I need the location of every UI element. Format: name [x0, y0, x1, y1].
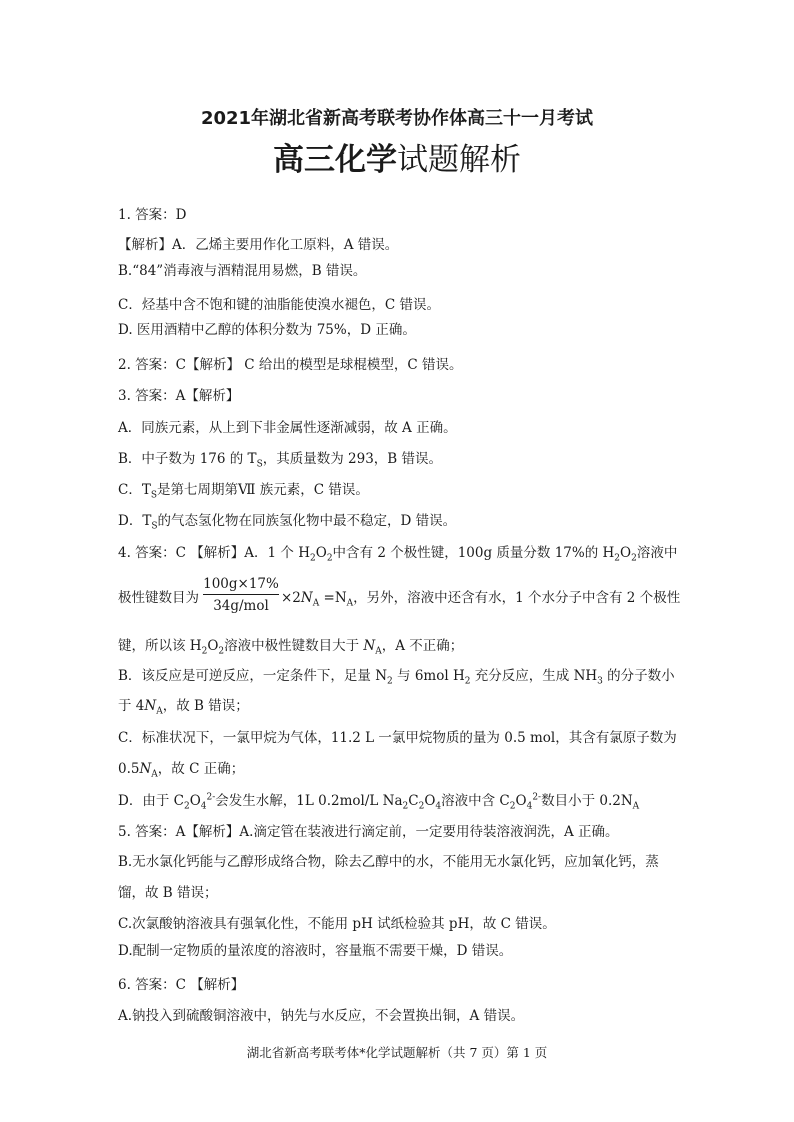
q6-answer: 6. 答案：C 【解析】 [118, 977, 245, 993]
q4-line-b2: 于 $4N_A$，故 B 错误； [118, 698, 249, 717]
q1-answer: 1. 答案：D [118, 207, 187, 223]
q4-line-d: D．由于 $C_2O_4^{2-}$会发生水解，1L 0.2mol/L $Na_2C_2O_4$溶液中含 $C_2O_4^{2-}$数目小于 $0.2N_A$ [118, 792, 640, 812]
q3-answer: 3. 答案：A【解析】 [118, 388, 240, 404]
q3-line-d: D．$T_S$的气态氢化物在同族氢化物中最不稳定，D 错误。 [118, 513, 457, 532]
q4-line-1: 4. 答案：C 【解析】A．1 个 $H_2O_2$中含有 2 个极性键，100g 质量分数 17%的 $H_2O_2$溶液中 [118, 545, 678, 564]
q5-line-2: B.无水氯化钙能与乙醇形成络合物，除去乙醇中的水，不能用无水氯化钙，应加氧化钙，蒸 [118, 854, 659, 870]
q4-line-b1: B．该反应是可逆反应，一定条件下，足量 $N_2$ 与 6mol $H_2$ 充分反应，生成 $NH_3$ 的分子数小 [118, 668, 675, 687]
q4-line-2-pre: 极性键数目为 [118, 590, 199, 606]
q5-line-4: C.次氯酸钠溶液具有强氧化性，不能用 pH 试纸检验其 pH，故 C 错误。 [118, 916, 556, 932]
subject-title-normal: 试题解析 [397, 142, 521, 178]
subject-title [0, 134, 794, 179]
q2-line: 2. 答案：C【解析】 C 给出的模型是球棍模型，C 错误。 [118, 357, 463, 373]
q1-line-d: D. 医用酒精中乙醇的体积分数为 75%，D 正确。 [118, 322, 416, 338]
q1-line-b: B.“84”消毒液与酒精混用易燃，B 错误。 [118, 263, 367, 279]
q3-line-a: A．同族元素，从上到下非金属性逐渐减弱，故 A 正确。 [118, 420, 457, 436]
fraction-denominator: 34g/mol [213, 598, 269, 614]
q4-line-3: 键，所以该 $H_2O_2$溶液中极性键数目大于 $N_A$，A 不正确； [118, 638, 464, 657]
q5-line-1: 5. 答案：A【解析】A.滴定管在装液进行滴定前，一定要用待装溶液润洗，A 正确。 [118, 824, 619, 840]
q1-line-a: 【解析】A．乙烯主要用作化工原料，A 错误。 [118, 237, 399, 253]
q3-line-b: B．中子数为 176 的 $T_S$，其质量数为 293，B 错误。 [118, 451, 443, 470]
q6-line-a: A.钠投入到硫酸铜溶液中，钠先与水反应，不会置换出铜，A 错误。 [118, 1008, 525, 1024]
fraction-numerator: 100g×17% [203, 576, 279, 595]
exam-title: 2021年湖北省新高考联考协作体高三十一月考试 [200, 108, 594, 129]
subject-title-bold: 高三化学 [273, 142, 397, 178]
q4-line-2-post: $\times 2N_A =N_A$，另外，溶液中还含有水，1 个水分子中含有 2 个极性 [281, 590, 681, 609]
fraction [203, 576, 279, 614]
page-footer: 湖北省新高考联考体*化学试题解析（共 7 页）第 1 页 [246, 1045, 548, 1060]
q3-line-c: C．$T_S$是第七周期第Ⅶ 族元素，C 错误。 [118, 482, 369, 501]
q4-line-c2: $0.5N_A$，故 C 正确； [118, 761, 245, 780]
q5-line-5: D.配制一定物质的量浓度的溶液时，容量瓶不需要干燥，D 错误。 [118, 943, 513, 959]
q1-line-c: C．烃基中含不饱和键的油脂能使溴水褪色，C 错误。 [118, 297, 440, 313]
q4-line-c1: C．标准状况下，一氯甲烷为气体，11.2 L 一氯甲烷物质的量为 0.5 mol，其含有氯原子数为 [118, 730, 677, 746]
q5-line-3: 馏，故 B 错误； [118, 885, 218, 901]
